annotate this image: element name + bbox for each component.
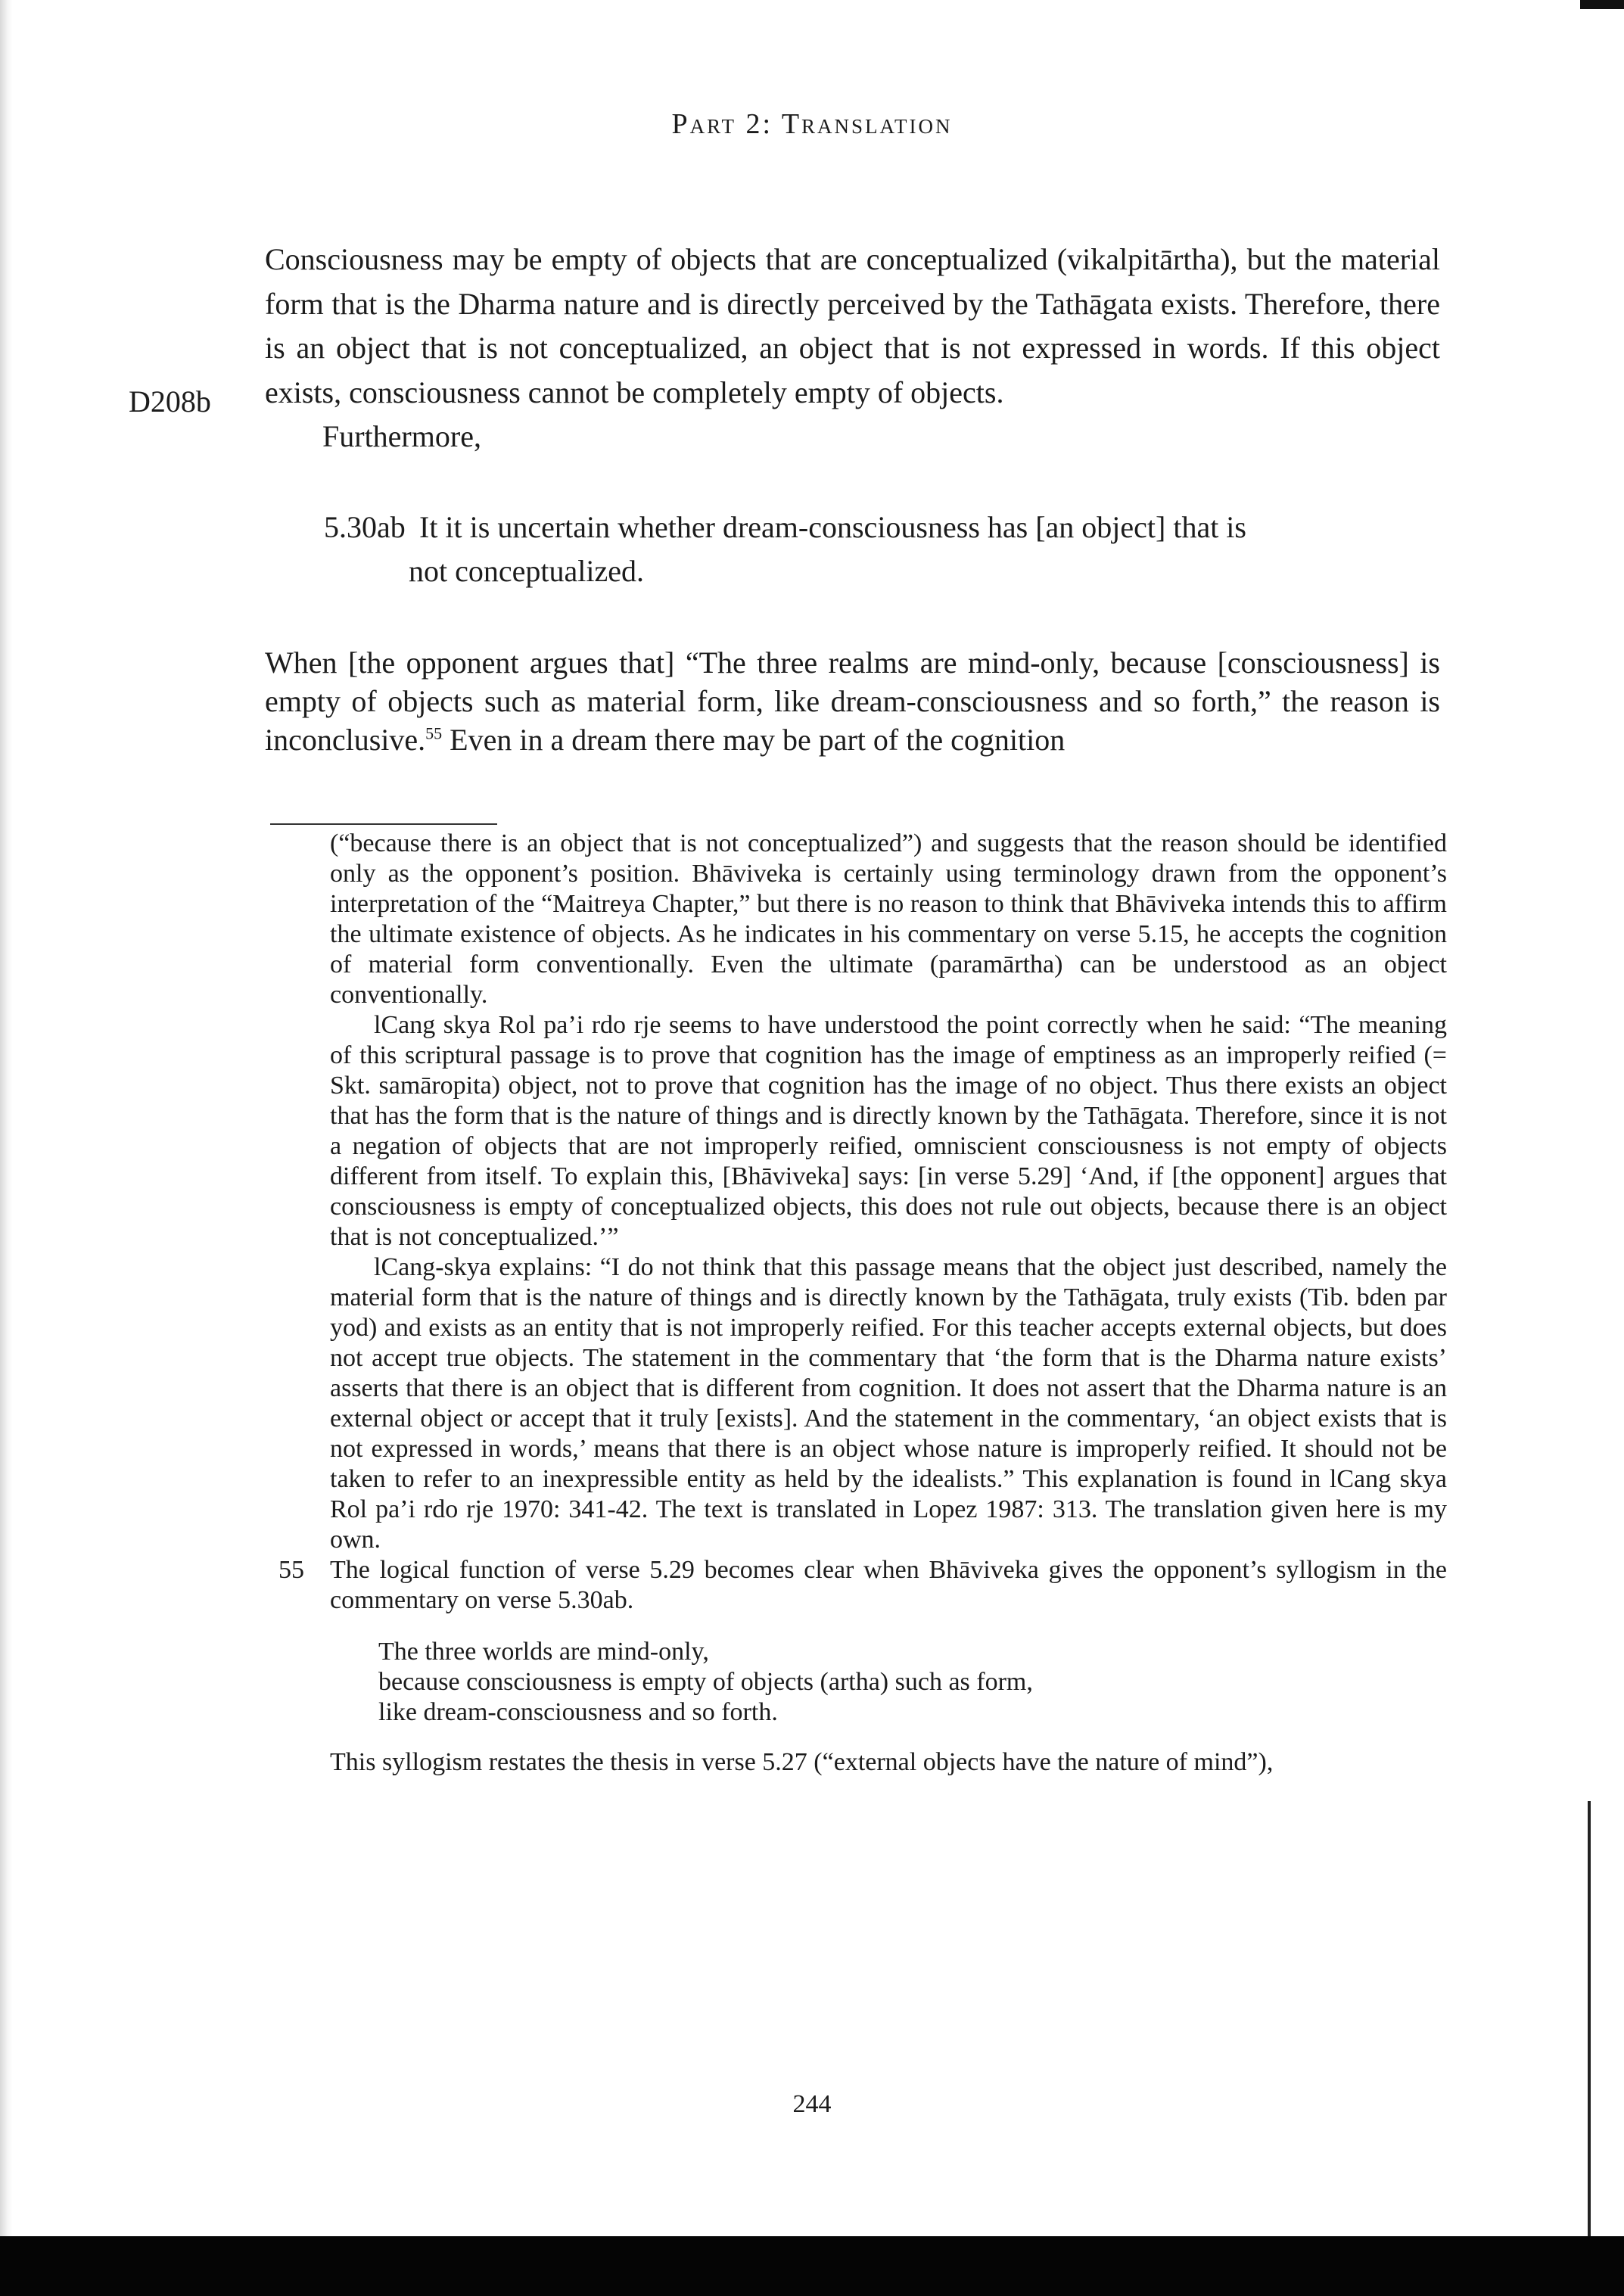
footnote-number: 55 <box>278 1556 304 1584</box>
scan-shadow-left <box>0 0 12 2240</box>
paragraph-text: Even in a dream there may be part of the cognition <box>442 723 1066 757</box>
margin-reference: D208b <box>129 384 211 418</box>
verse-line-continued: not conceptualized. <box>409 554 644 588</box>
scan-corner-mark <box>1580 0 1624 9</box>
verse-block <box>324 506 1436 593</box>
paragraph: Furthermore, <box>322 419 481 453</box>
footnote-paragraph: This syllogism restates the thesis in verse 5.27 (“external objects have the nature of mind”), <box>330 1748 1274 1776</box>
paragraph <box>265 643 1440 759</box>
paragraph: Consciousness may be empty of objects that are conceptualized (vikalpitārtha), but the material form that is the Dharma nature and is directly perceived by the Tathāgata exists. Therefore, there is an object that is not conceptualized, an object that is not expressed in words. If this object exists, consciousness cannot be completely empty of objects. <box>265 242 1440 409</box>
footnote-paragraph: (“because there is an object that is not conceptualized”) and suggests that the reason should be identified only as the opponent’s position. Bhāviveka is certainly using terminology drawn from the opponent’s interpretation of the “Maitreya Chapter,” but there is no reason to think that Bhāviveka intends this to affirm the ultimate existence of objects. As he indicates in his commentary on verse 5.15, he accepts the cognition of material form conventionally. Even the ultimate (paramārtha) can be understood as an object conventionally. <box>330 829 1447 1009</box>
verse-text: It it is uncertain whether dream-consciousness has [an object] that is <box>419 510 1246 544</box>
syllogism-line: like dream-consciousness and so forth. <box>378 1698 778 1726</box>
page-number: 244 <box>792 2090 832 2118</box>
footnote-rule <box>270 823 497 825</box>
syllogism-line: because consciousness is empty of objects (artha) such as form, <box>378 1668 1033 1696</box>
footnote-55 <box>278 1555 1447 1616</box>
main-text <box>265 238 1440 459</box>
running-header: Part 2: Translation <box>671 108 953 140</box>
footnote-reference: 55 <box>425 723 443 743</box>
paragraph-text: When [the opponent argues that] “The three realms are mind-only, because [consciousness] is empty of objects such as material form, like dream-consciousness and so forth,” the reason is inconclusive. <box>265 646 1440 757</box>
footnote-paragraph: lCang skya Rol pa’i rdo rje seems to have understood the point correctly when he said: “The meaning of this scriptural passage is to prove that cognition has the image of emptiness as an improperly reified (= Skt. samāropita) object, not to prove that cognition has the image of no object. Thus there exists an object that has the form that is the nature of things and is directly known by the Tathāgata. Therefore, since it is not a negation of objects that are not improperly reified, omniscient consciousness is not empty of objects different from itself. To explain this, [Bhāviveka] says: [in verse 5.29] ‘And, if [the opponent] argues that consciousness is empty of conceptualized objects, this does not rule out objects, because there is an object that is not conceptualized.’” <box>330 1011 1447 1251</box>
scan-edge-line <box>1588 1801 1591 2255</box>
footnote-text: The logical function of verse 5.29 becomes clear when Bhāviveka gives the opponent’s syllogism in the commentary on verse 5.30ab. <box>330 1556 1447 1614</box>
footnotes <box>278 829 1447 1778</box>
main-text-continued <box>265 643 1440 759</box>
syllogism-block <box>330 1637 1447 1728</box>
verse-number: 5.30ab <box>324 510 406 544</box>
syllogism-line: The three worlds are mind-only, <box>378 1638 709 1666</box>
footnote-paragraph: lCang-skya explains: “I do not think that this passage means that the object just described, namely the material form that is the nature of things and is directly known by the Tathāgata, truly exists (Tib. bden par yod) and exists as an entity that is not improperly reified. For this teacher accepts external objects, but does not accept true objects. The statement in the commentary that ‘the form that is the Dharma nature exists’ asserts that there is an object that is different from cognition. It does not assert that the Dharma nature is an external object or accept that it truly [exists]. And the statement in the commentary, ‘an object exists that is not expressed in words,’ means that there is an object whose nature is improperly reified. It should not be taken to refer to an inexpressible entity as held by the idealists.” This explanation is found in lCang skya Rol pa’i rdo rje 1970: 341-42. The text is translated in Lopez 1987: 313. The translation given here is my own. <box>330 1253 1447 1554</box>
scan-bottom-band <box>0 2236 1624 2296</box>
verse-line <box>324 506 1436 549</box>
